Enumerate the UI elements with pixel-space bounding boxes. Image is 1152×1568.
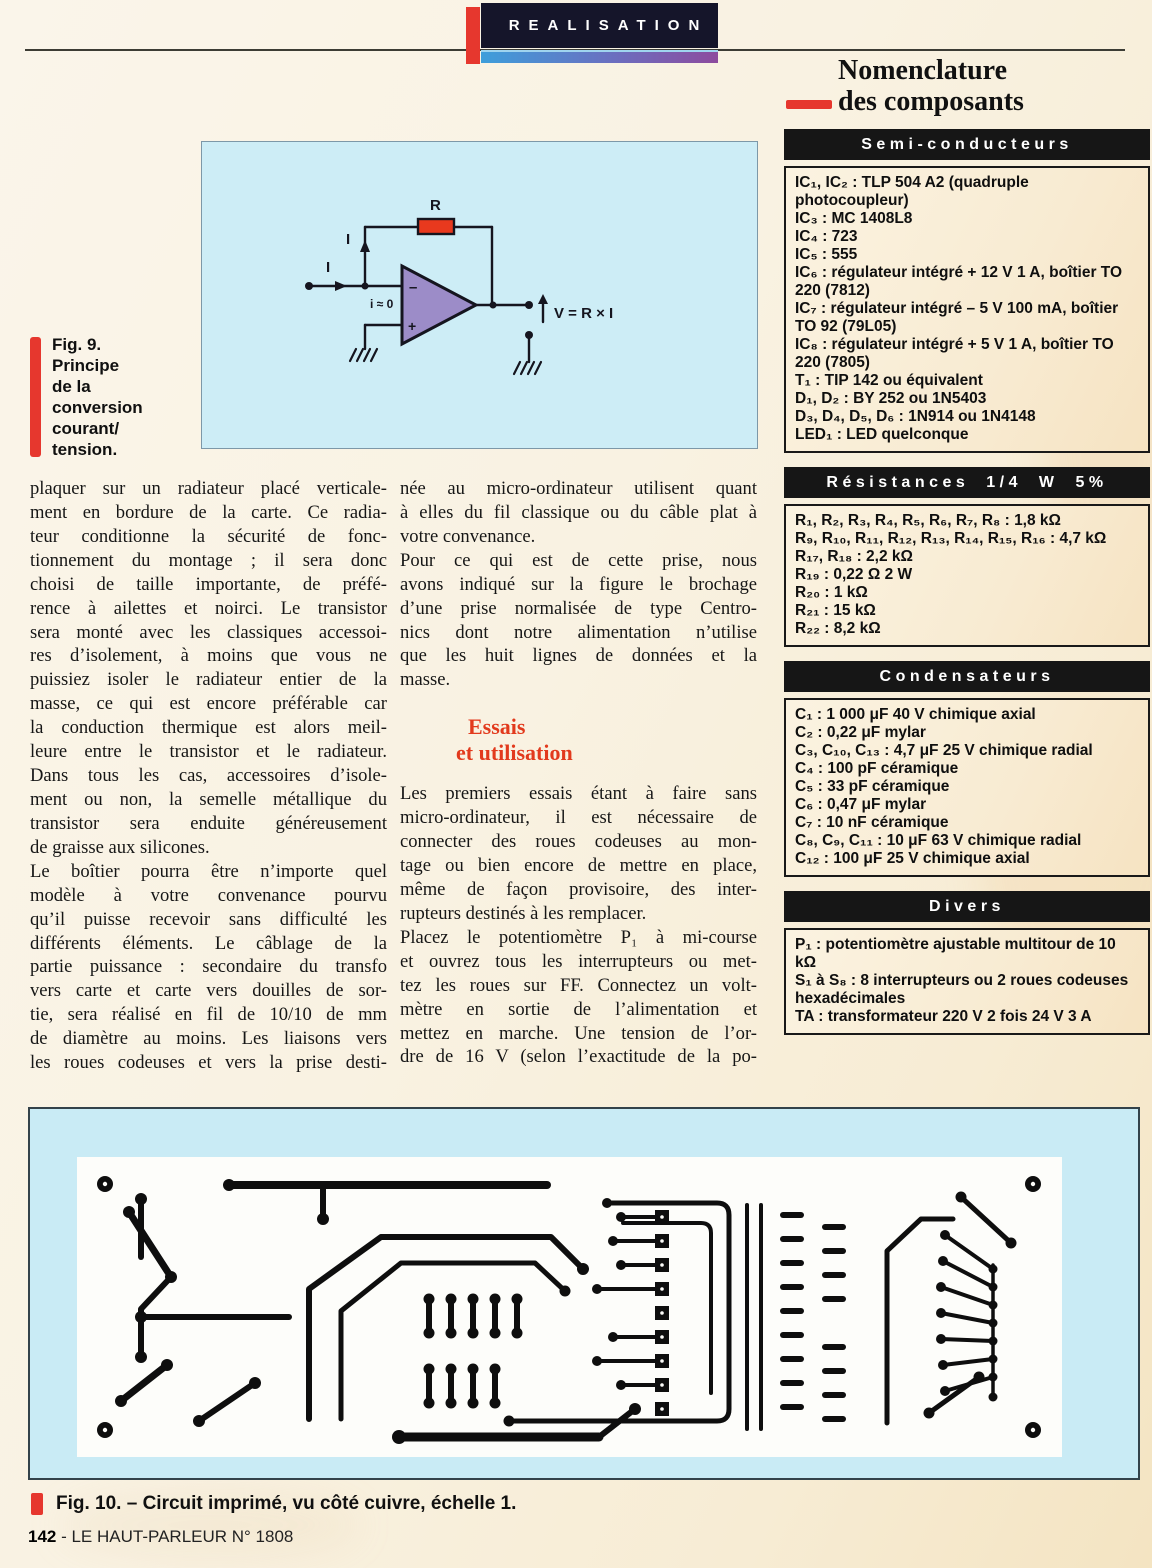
misc-box: [784, 928, 1150, 1035]
output-voltage-label: V = R × I: [554, 305, 614, 322]
body-text-line: modèle à votre convenance pourvu: [30, 884, 387, 906]
nomenclature-title-line1: Nomenclature: [838, 55, 1007, 86]
header-gradient-strip: [481, 50, 718, 63]
figure9-caption-line: conversion: [52, 398, 143, 417]
resistor-symbol: [418, 219, 454, 234]
component-entry: C₁₂ : 100 μF 25 V chimique axial: [795, 850, 1030, 867]
opamp-circuit-diagram: [202, 142, 759, 450]
figure9-caption: [52, 334, 182, 460]
figure9-caption-bar: [30, 337, 41, 457]
component-entry: IC₄ : 723: [795, 228, 858, 245]
body-text-line: et ouvrez tous les interrupteurs ou met-: [400, 950, 757, 972]
misc-heading: Divers: [784, 891, 1150, 922]
body-text-line: masse, ce qui est encore préférable car: [30, 693, 387, 715]
body-text-line: nics dont notre alimentation n’utilise: [400, 621, 757, 643]
figure9-caption-line: courant/: [52, 419, 120, 438]
component-entry: IC₇ : régulateur intégré – 5 V 100 mA, boîtier TO 92 (79L05): [795, 300, 1119, 335]
component-entry: P₁ : potentiomètre ajustable multitour de 10 kΩ: [795, 936, 1116, 971]
body-text-line: votre convenance.: [400, 525, 536, 547]
ground-symbol: [350, 349, 541, 374]
noninverting-input-label: +: [408, 318, 417, 334]
component-entry: C₁ : 1 000 μF 40 V chimique axial: [795, 706, 1036, 723]
component-entry: IC₆ : régulateur intégré + 12 V 1 A, boîtier TO 220 (7812): [795, 264, 1123, 299]
component-entry: R₁, R₂, R₃, R₄, R₅, R₆, R₇, R₈ : 1,8 kΩ: [795, 512, 1061, 529]
article-column-2: [400, 477, 757, 1069]
body-text-line: les roues codeuses et vers la prise desti-: [30, 1052, 387, 1074]
body-text-line: tez les roues sur FF. Connectez un volt-: [400, 974, 757, 996]
component-entry: C₄ : 100 pF céramique: [795, 760, 959, 777]
body-text-line: dre de 16 V (selon l’exactitude de la po-: [400, 1046, 757, 1068]
component-entry: R₂₂ : 8,2 kΩ: [795, 620, 881, 637]
body-text-line: même de façon provisoire, des inter-: [400, 878, 757, 900]
component-entry: R₁₇, R₁₈ : 2,2 kΩ: [795, 548, 913, 565]
essais-heading: [400, 714, 757, 766]
body-text-line: puissiez isoler le radiateur entier de la: [30, 669, 387, 691]
current-arrow: [360, 240, 370, 252]
body-text-line: sera monté avec les classiques accessoi-: [30, 621, 387, 643]
article-column-1: [30, 477, 387, 1075]
body-text-line: mettez en marche. Une tension de l’or-: [400, 1022, 757, 1044]
body-text-line: de graisse aux silicones.: [30, 836, 210, 858]
body-text-line: plaquer sur un radiateur placé verticale-: [30, 478, 387, 499]
current-arrow: [335, 281, 347, 291]
body-text-line: mètre en sortie de l’alimentation et: [400, 998, 757, 1020]
body-text-line: masse.: [400, 669, 451, 691]
component-entry: C₇ : 10 nF céramique: [795, 814, 949, 831]
header-red-bar: [466, 7, 480, 64]
body-text-line: la conduction thermique est alors meil-: [30, 717, 387, 739]
resistors-heading: Résistances 1/4 W 5%: [784, 467, 1150, 498]
body-text-line: Placez le potentiomètre P₁ à mi-course: [400, 926, 757, 948]
body-text-line: rence à ailettes et noirci. Le transistor: [30, 597, 387, 619]
component-entry: R₁₉ : 0,22 Ω 2 W: [795, 566, 913, 583]
component-entry: R₉, R₁₀, R₁₁, R₁₂, R₁₃, R₁₄, R₁₅, R₁₆ : 4,7 kΩ: [795, 530, 1107, 547]
pcb-board: [77, 1157, 1062, 1457]
zero-current-label: i ≈ 0: [370, 297, 394, 311]
component-entry: D₁, D₂ : BY 252 ou 1N5403: [795, 390, 987, 407]
body-text-line: que les huit lignes de données et la: [400, 645, 757, 667]
body-text-line: leure entre le transistor et le radiateur.: [30, 741, 387, 763]
component-entry: C₆ : 0,47 μF mylar: [795, 796, 927, 813]
component-entry: C₂ : 0,22 μF mylar: [795, 724, 926, 741]
feedback-current-label: I: [346, 231, 351, 248]
nomenclature-red-dash: [786, 100, 832, 109]
component-entry: IC₅ : 555: [795, 246, 858, 263]
body-text-line: de diamètre au moins. Les liaisons vers: [30, 1028, 387, 1050]
article-column-2-top: [400, 477, 757, 692]
body-text-line: res d’isolement, à moins que vous ne: [30, 645, 387, 667]
nomenclature-column: [784, 129, 1150, 1035]
body-text-line: rupteurs destinés à les remplacer.: [400, 902, 647, 924]
page-number: 142: [28, 1527, 57, 1546]
figure9-schematic: [201, 141, 758, 449]
nomenclature-title: [838, 55, 1024, 117]
section-banner: [481, 3, 718, 48]
body-text-line: partie puissance : secondaire du transfo: [30, 956, 387, 978]
component-entry: C₃, C₁₀, C₁₃ : 4,7 μF 25 V chimique radial: [795, 742, 1093, 759]
body-text-line: micro-ordinateur, il est nécessaire de: [400, 807, 757, 829]
figure10-caption: Fig. 10. – Circuit imprimé, vu côté cuivre, échelle 1.: [56, 1493, 517, 1514]
component-entry: S₁ à S₈ : 8 interrupteurs ou 2 roues codeuses hexadécimales: [795, 972, 1129, 1007]
body-text-line: vers carte et carte vers douilles de sor-: [30, 980, 387, 1002]
component-entry: IC₃ : MC 1408L8: [795, 210, 913, 227]
body-text-line: Dans tous les cas, accessoires d’isole-: [30, 765, 387, 787]
capacitors-box: [784, 698, 1150, 877]
body-text-line: tionnement du montage ; il sera donc: [30, 549, 387, 571]
inverting-input-label: –: [409, 279, 418, 296]
voltage-arrow: [538, 294, 548, 304]
essais-heading-line2: et utilisation: [456, 740, 573, 766]
body-text-line: ment ou non, la semelle métallique du: [30, 788, 387, 810]
body-text-line: tage ou bien encore de mettre en place,: [400, 855, 757, 877]
body-text-line: Le boîtier pourra être n’importe quel: [30, 860, 387, 882]
figure9-caption-line: de la: [52, 377, 91, 396]
essais-heading-line1: Essais: [468, 714, 526, 740]
body-text-line: avons indiqué sur la figure le brochage: [400, 573, 757, 595]
component-entry: C₅ : 33 pF céramique: [795, 778, 950, 795]
component-entry: T₁ : TIP 142 ou équivalent: [795, 372, 983, 389]
body-text-line: connecter des roues codeuses au mon-: [400, 831, 757, 853]
article-column-2-bottom: [400, 782, 757, 1069]
nomenclature-title-line2: des composants: [838, 86, 1024, 117]
component-entry: D₃, D₄, D₅, D₆ : 1N914 ou 1N4148: [795, 408, 1036, 425]
figure9-caption-line: Fig. 9.: [52, 335, 102, 354]
body-text-line: tie, sera réalisé en fil de 10/10 de mm: [30, 1004, 387, 1026]
page-footer: [28, 1527, 293, 1547]
body-text-line: différents éléments. Le câblage de la: [30, 932, 387, 954]
body-text-line: Pour ce qui est de cette prise, nous: [400, 549, 757, 571]
resistors-box: [784, 504, 1150, 647]
semiconductors-heading: Semi-conducteurs: [784, 129, 1150, 160]
body-text-line: d’une prise normalisée de type Centro-: [400, 597, 757, 619]
figure10-caption-bullet: [31, 1493, 43, 1515]
body-text-line: teur conditionne la sécurité de fonc-: [30, 525, 387, 547]
figure9-caption-line: tension.: [52, 440, 118, 459]
component-entry: C₈, C₉, C₁₁ : 10 μF 63 V chimique radial: [795, 832, 1082, 849]
capacitors-heading: Condensateurs: [784, 661, 1150, 692]
input-current-label: I: [326, 259, 331, 276]
body-text-line: ment en bordure de la carte. Ce radia-: [30, 501, 387, 523]
section-banner-label: REALISATION: [508, 17, 709, 34]
component-entry: R₂₁ : 15 kΩ: [795, 602, 876, 619]
component-entry: IC₁, IC₂ : TLP 504 A2 (quadruple photocoupleur): [795, 174, 1029, 209]
component-entry: IC₈ : régulateur intégré + 5 V 1 A, boîtier TO 220 (7805): [795, 336, 1114, 371]
figure10-pcb-image: [28, 1107, 1140, 1480]
semiconductors-box: [784, 166, 1150, 453]
body-text-line: Les premiers essais étant à faire sans: [400, 783, 757, 805]
resistor-label: R: [430, 197, 441, 214]
component-entry: TA : transformateur 220 V 2 fois 24 V 3 A: [795, 1008, 1092, 1025]
body-text-line: née au micro-ordinateur utilisent quant: [400, 478, 757, 499]
body-text-line: à elles du fil classique ou du câble plat à: [400, 501, 757, 523]
component-entry: LED₁ : LED quelconque: [795, 426, 969, 443]
body-text-line: choisi de taille importante, de préfé-: [30, 573, 387, 595]
pcb-copper-traces: [77, 1157, 1062, 1457]
body-text-line: qu’il puisse recevoir sans difficulté les: [30, 908, 387, 930]
component-entry: R₂₀ : 1 kΩ: [795, 584, 868, 601]
magazine-name: - LE HAUT-PARLEUR N° 1808: [56, 1527, 294, 1546]
body-text-line: transistor sera enduite généreusement: [30, 812, 387, 834]
figure9-caption-line: Principe: [52, 356, 120, 375]
